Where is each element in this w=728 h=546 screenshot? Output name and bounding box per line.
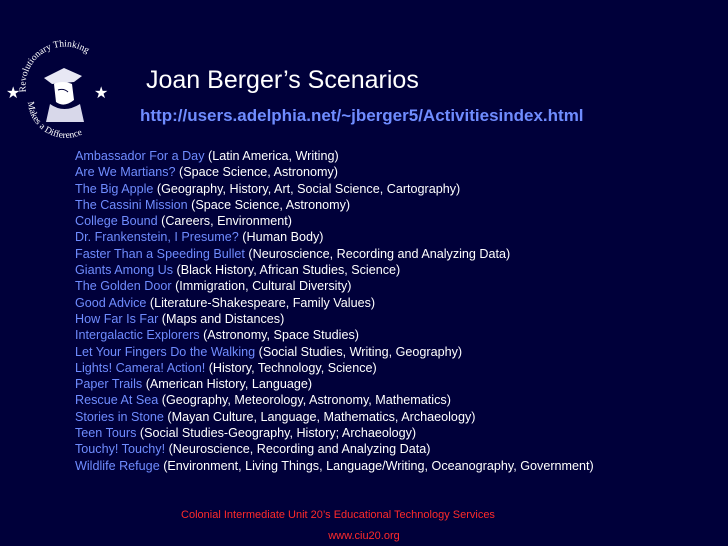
scenario-topics: (Careers, Environment) [157, 214, 292, 229]
scenario-topics: (Geography, History, Art, Social Science, Cartography) [153, 181, 461, 196]
scenario-link[interactable]: Stories in Stone [75, 409, 164, 424]
colonial-figure-icon [44, 68, 84, 122]
scenario-link[interactable]: The Cassini Mission [75, 197, 188, 212]
scenario-topics: (Astronomy, Space Studies) [199, 328, 359, 343]
scenario-topics: (Immigration, Cultural Diversity) [171, 279, 352, 294]
scenario-link[interactable]: Intergalactic Explorers [75, 328, 200, 343]
scenario-link[interactable]: Touchy! Touchy! [75, 442, 166, 457]
star-icon: ★ [6, 85, 21, 102]
logo-arc-text-top: Revolutionary Thinking [18, 39, 91, 93]
scenario-item [75, 278, 594, 294]
scenario-topics: (Mayan Culture, Language, Mathematics, Archaeology) [163, 409, 476, 424]
scenario-topics: (Neuroscience, Recording and Analyzing Data) [165, 442, 431, 457]
revolutionary-thinking-logo [4, 30, 114, 140]
scenario-link[interactable]: Lights! Camera! Action! [75, 360, 206, 375]
scenario-item [75, 262, 594, 278]
scenario-link[interactable]: Giants Among Us [75, 263, 173, 278]
scenarios-url[interactable]: http://users.adelphia.net/~jberger5/Activitiesindex.html [140, 106, 584, 125]
scenario-item [75, 409, 594, 425]
scenario-item [75, 344, 594, 360]
scenario-item [75, 148, 594, 164]
scenario-link[interactable]: Are We Martians? [75, 165, 176, 180]
scenario-topics: (American History, Language) [142, 377, 313, 392]
scenario-topics: (Maps and Distances) [158, 311, 285, 326]
star-icon: ★ [94, 85, 109, 102]
scenario-list [75, 148, 594, 474]
scenario-link[interactable]: Ambassador For a Day [75, 149, 205, 163]
scenario-topics: (History, Technology, Science) [205, 360, 377, 375]
scenario-link[interactable]: How Far Is Far [75, 311, 159, 326]
scenario-item [75, 360, 594, 376]
scenario-topics: (Environment, Living Things, Language/Writing, Oceanography, Government) [159, 458, 594, 473]
scenario-topics: (Black History, African Studies, Science) [173, 263, 401, 278]
scenario-link[interactable]: Faster Than a Speeding Bullet [75, 246, 245, 261]
scenario-topics: (Social Studies-Geography, History; Archaeology) [136, 426, 417, 441]
scenario-item [75, 311, 594, 327]
scenario-item [75, 425, 594, 441]
scenario-topics: (Latin America, Writing) [204, 149, 339, 163]
scenario-link[interactable]: Paper Trails [75, 377, 143, 392]
scenario-topics: (Space Science, Astronomy) [187, 197, 351, 212]
scenario-topics: (Social Studies, Writing, Geography) [255, 344, 463, 359]
scenario-link[interactable]: The Golden Door [75, 279, 172, 294]
scenario-link[interactable]: Dr. Frankenstein, I Presume? [75, 230, 239, 245]
scenario-link[interactable]: Rescue At Sea [75, 393, 159, 408]
scenario-item [75, 441, 594, 457]
scenario-item [75, 181, 594, 197]
scenario-item [75, 164, 594, 180]
scenario-item [75, 392, 594, 408]
footer-organization: Colonial Intermediate Unit 20’s Educational Technology Services [181, 509, 495, 521]
logo-graphic [4, 30, 114, 140]
scenario-topics: (Geography, Meteorology, Astronomy, Mathematics) [158, 393, 451, 408]
page-title: Joan Berger’s Scenarios [146, 66, 419, 94]
scenario-item [75, 295, 594, 311]
logo-arc-text-bottom: Makes a Difference [24, 100, 84, 140]
scenario-link[interactable]: The Big Apple [75, 181, 154, 196]
scenario-topics: (Neuroscience, Recording and Analyzing Data) [244, 246, 511, 261]
scenario-item [75, 213, 594, 229]
scenario-link[interactable]: College Bound [75, 214, 158, 229]
scenario-item [75, 229, 594, 245]
scenario-item [75, 246, 594, 262]
scenario-topics: (Literature-Shakespeare, Family Values) [146, 295, 376, 310]
scenario-link[interactable]: Good Advice [75, 295, 147, 310]
scenario-link[interactable]: Wildlife Refuge [75, 458, 160, 473]
scenario-item [75, 376, 594, 392]
scenario-topics: (Space Science, Astronomy) [175, 165, 338, 180]
footer-website-link[interactable]: www.ciu20.org [328, 530, 400, 542]
scenario-link[interactable]: Let Your Fingers Do the Walking [75, 344, 256, 359]
scenario-item [75, 197, 594, 213]
scenario-item [75, 327, 594, 343]
scenario-link[interactable]: Teen Tours [75, 426, 137, 441]
scenario-item [75, 458, 594, 474]
scenario-topics: (Human Body) [238, 230, 324, 245]
